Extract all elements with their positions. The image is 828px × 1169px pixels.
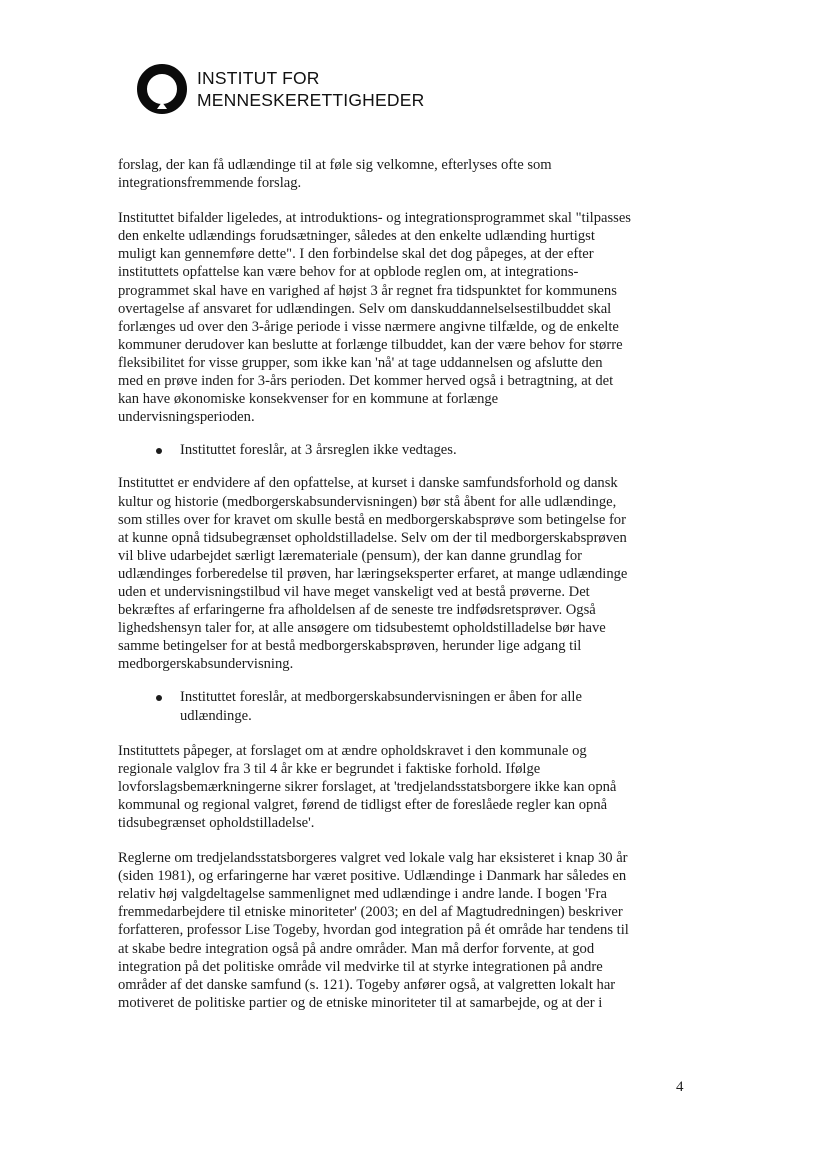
text-line: instituttets opfattelse kan være behov for at opblode reglen om, at integrations- [118, 264, 579, 281]
text-line: tidsubegrænset opholdstilladelse'. [118, 815, 315, 831]
text-line: fremmedarbejdere til etniske minoriteter' (2003; en del af Magtudredningen) beskriver [118, 904, 623, 921]
text-line: forslag, der kan få udlændinge til at føle sig velkomne, efterlyses ofte som [118, 157, 552, 173]
page-number: 4 [676, 1079, 684, 1095]
text-line: udlændinge. [180, 707, 252, 724]
text-line: lovforslagsbemærkningerne sikrer forslaget, at 'tredjelandsstatsborgere ikke kan opnå [118, 778, 617, 795]
text-line: bekræftes af erfaringerne fra afholdelsen af de seneste tre indfødsretsprøver. Også [118, 602, 596, 619]
text-line: som stilles over for kravet om skulle bestå en medborgerskabsprøve som betingelse for [118, 511, 626, 528]
text-line: områder af det danske samfund (s. 121). Togeby anfører også, at valgretten lokalt har [118, 976, 616, 993]
text-line: kommuner derudover kan beslutte at forlænge tilbuddet, kan der være behov for større [118, 336, 623, 353]
text-line: regionale valglov fra 3 til 4 år kke er begrundet i faktiske forhold. Ifølge [118, 760, 541, 777]
text-line: Instituttet foreslår, at 3 årsreglen ikke vedtages. [180, 442, 457, 459]
text-line: (siden 1981), og erfaringerne har været positive. Udlændinge i Danmark har således en [118, 868, 627, 885]
text-line: medborgerskabsundervisning. [118, 656, 294, 673]
text-line: Reglerne om tredjelandsstatsborgeres valgret ved lokale valg har eksisteret i knap 30 år [118, 850, 628, 867]
text-line: at kunne opnå tidsubegrænset opholdstilladelse. Selv om der til medborgerskabsprøven [118, 529, 627, 546]
text-line: integrationsfremmende forslag. [118, 175, 302, 192]
bullet-item [156, 441, 700, 459]
paragraph [118, 209, 700, 426]
paragraph [118, 156, 700, 192]
text-line: overtagelse af ansvaret for udlændingen. Selv om danskuddannelselsestilbuddet skal [118, 300, 612, 317]
org-name-line1: INSTITUT FOR [197, 68, 320, 88]
bullet-item [156, 688, 700, 724]
body-text [118, 140, 700, 1012]
text-line: den enkelte udlændings forudsætninger, således at den enkelte udlænding hurtigst [118, 228, 595, 245]
text-line: motiveret de politiske partier og de etniske minoriteter til at samarbejde, og at der i [118, 994, 603, 1011]
text-line: at skabe bedre integration også på andre områder. Man må derfor forvente, at god [118, 940, 595, 957]
text-line: forlænges ud over den 3-årige periode i visse nærmere angivne tilfælde, og de enkelte [118, 318, 619, 335]
paragraph [118, 742, 700, 832]
ring-logo-icon [135, 62, 189, 116]
org-name [197, 67, 424, 111]
text-line: udlændinges forberedelse til prøven, har læringseksperter erfaret, at mange udlændinge [118, 565, 628, 582]
text-line: Instituttets påpeger, at forslaget om at ændre opholdskravet i den kommunale og [118, 742, 587, 759]
text-line: forfatteren, professor Lise Togeby, hvordan god integration på ét område har tendens til [118, 922, 629, 939]
text-line: Instituttet foreslår, at medborgerskabsundervisningen er åben for alle [180, 689, 582, 706]
text-line: relativ høj valgdeltagelse sammenlignet med udlændinge i andre lande. I bogen 'Fra [118, 886, 607, 903]
text-line: muligt kan gennemføre dette". I den forbindelse skal det dog påpeges, at der efter [118, 246, 594, 263]
text-line: Instituttet er endvidere af den opfattelse, at kurset i danske samfundsforhold og dansk [118, 475, 618, 492]
paragraph [118, 849, 700, 1012]
text-line: lighedshensyn taler for, at alle ansøgere om tidsubestemt opholdstilladelse bør have [118, 620, 606, 637]
text-line: integration på det politiske område vil medvirke til at styrke integrationen på andre [118, 958, 603, 975]
text-line: programmet skal have en varighed af højst 3 år regnet fra tidspunktet for kommunens [118, 282, 617, 299]
text-line: uden et undervisningstilbud vil have meget vanskeligt ved at bestå prøverne. Det [118, 583, 590, 600]
paragraph [118, 474, 700, 673]
text-line: fleksibilitet for visse grupper, som ikke kan 'nå' at tage uddannelsen og afslutte den [118, 354, 603, 371]
text-line: samme betingelser for at bestå medborgerskabsprøven, herunder lige adgang til [118, 638, 582, 655]
institute-logo [135, 62, 424, 116]
text-line: Instituttet bifalder ligeledes, at introduktions- og integrationsprogrammet skal "tilpasses [118, 210, 631, 227]
text-line: kultur og historie (medborgerskabsundervisningen) bør stå åbent for alle udlændinge, [118, 493, 617, 510]
text-line: vil blive udarbejdet særligt læremateriale (pensum), der kan danne grundlag for [118, 547, 583, 564]
text-line: kan have økonomiske konsekvenser for en kommune at forlænge [118, 391, 499, 408]
text-line: kommunal og regional valgret, førend de tidligst efter de foreslåede regler kan opnå [118, 796, 608, 813]
text-line: undervisningsperioden. [118, 409, 255, 426]
text-line: med en prøve inden for 3-års perioden. Det kommer herved også i betragtning, at det [118, 373, 614, 390]
org-name-line2: MENNESKERETTIGHEDER [197, 90, 425, 110]
